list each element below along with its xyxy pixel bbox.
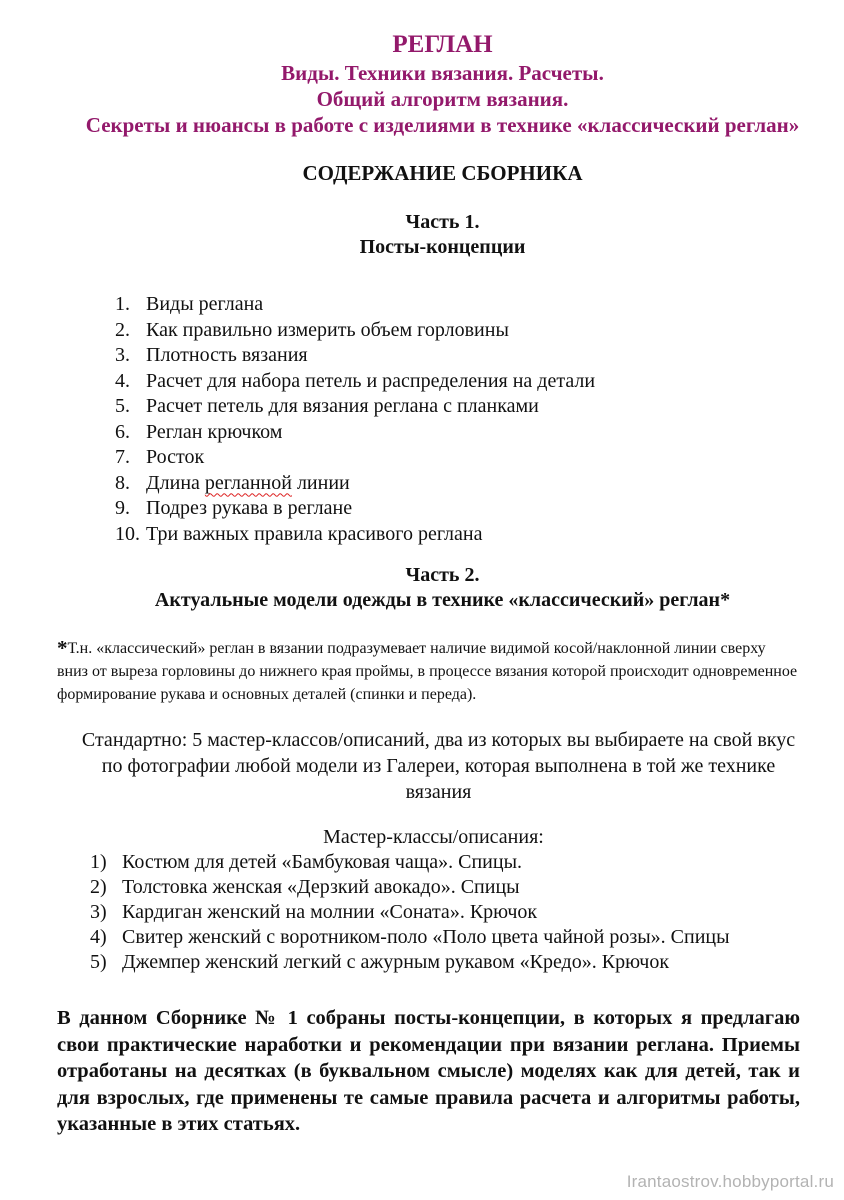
toc-item-text: Виды реглана [146,293,264,315]
toc-item-text: Реглан крючком [146,420,283,443]
masterclasses-heading: Мастер-классы/описания: [323,826,544,848]
part1-title: Часть 1. [405,211,480,233]
toc-item [57,496,800,522]
masterclass-item-number: 3) [90,901,107,923]
footnote [57,635,800,706]
page-subtitle-line: Общий алгоритм вязания. [316,87,569,111]
masterclass-item-number: 5) [90,951,107,973]
masterclass-item [57,875,800,900]
toc-item [57,445,800,471]
toc-item-text: Три важных правила красивого реглана [146,522,483,545]
toc-item-text: Расчет для набора петель и распределения на детали [146,369,596,392]
masterclasses-list [57,850,800,975]
masterclass-item-number: 2) [90,876,107,898]
document-header [57,30,800,138]
masterclass-item-text: Толстовка женская «Дерзкий авокадо». Спицы [122,876,520,898]
toc-item-text: Как правильно измерить объем горловины [146,318,509,341]
toc-item [57,343,800,369]
toc-item-number: 5. [115,395,130,417]
toc-item-text: Расчет петель для вязания реглана с планками [146,395,539,417]
part2-heading [57,563,800,613]
toc-item-number: 1. [115,293,130,315]
part1-subtitle: Посты-концепции [359,236,526,258]
masterclass-item-text: Костюм для детей «Бамбуковая чаща». Спицы. [122,851,523,873]
toc-item-number: 7. [115,446,130,468]
page-title: РЕГЛАН [392,31,493,58]
toc-item [57,522,800,548]
toc-item [57,471,800,497]
masterclass-item [57,925,800,950]
masterclasses-section [57,825,800,975]
toc-item [57,394,800,420]
masterclass-item [57,850,800,875]
toc-item [57,318,800,344]
masterclass-item [57,900,800,925]
toc-item-text: Подрез рукава в реглане [146,497,353,519]
watermark: Irantaostrov.hobbyportal.ru [626,1172,834,1191]
toc-item-text: Росток [146,446,205,468]
misspelled-word: регланной [204,471,292,494]
masterclass-item-text: Джемпер женский легкий с ажурным рукавом «Кредо». Крючок [122,951,670,973]
toc-item [57,369,800,395]
masterclass-item-number: 4) [90,926,107,948]
footnote-asterisk: * [57,636,68,660]
part2-subtitle: Актуальные модели одежды в технике «классический» реглан* [154,589,731,611]
footnote-text: Т.н. «классический» реглан в вязании подразумевает наличие видимой косой/наклонной линии сверху вниз от выреза горловины до нижнего края проймы, в процессе вязания которой происходит одновременное формирование рукава и основных деталей (спинки и переда). [57,640,798,703]
toc-item-number: 6. [115,420,130,443]
part1-heading [57,210,800,260]
toc-item-text [146,471,350,497]
toc-item-text-post: линии [291,471,350,494]
masterclass-item [57,950,800,975]
standard-note: Стандартно: 5 мастер-классов/описаний, два из которых вы выбираете на свой вкус по фотографии любой модели из Галереи, которая выполнена в той же технике вязания [81,729,796,803]
toc-item [57,420,800,446]
masterclass-item-text: Свитер женский с воротником-поло «Поло цвета чайной розы». Спицы [122,926,730,948]
toc-item-number: 8. [115,471,130,494]
masterclass-item-number: 1) [90,851,107,873]
page-subtitle-line: Секреты и нюансы в работе с изделиями в технике «классический реглан» [85,113,800,137]
toc-item-number: 10. [115,522,140,545]
toc-item-number: 9. [115,497,130,519]
masterclass-item-text: Кардиган женский на молнии «Соната». Крючок [122,901,538,923]
toc-item-number: 3. [115,344,130,366]
toc-item-text-pre: Длина [146,471,205,494]
part1-list [57,292,800,547]
summary-paragraph: В данном Сборнике № 1 собраны посты-концепции, в которых я предлагаю свои практические наработки и рекомендации при вязании реглана. Приемы отработаны на десятках (в буквальном смысле) моделях как для детей, так и для взрослых, где применены те самые правила расчета и алгоритмы работы, указанные в этих статьях. [57,1007,800,1135]
toc-heading: СОДЕРЖАНИЕ СБОРНИКА [302,161,583,185]
toc-item-number: 4. [115,369,130,392]
toc-item [57,292,800,318]
toc-item-text: Плотность вязания [146,344,308,366]
part2-title: Часть 2. [405,564,480,586]
toc-item-number: 2. [115,318,130,341]
page-subtitle-line: Виды. Техники вязания. Расчеты. [281,61,604,85]
